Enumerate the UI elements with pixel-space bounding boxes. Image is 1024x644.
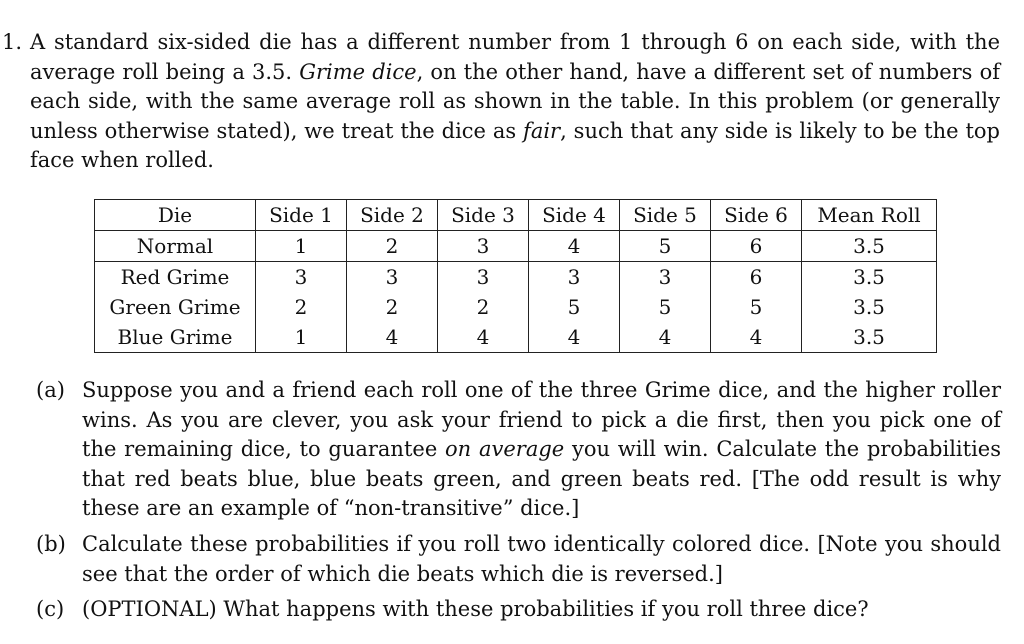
dice-table: [94, 199, 937, 353]
row-cell: 3: [438, 262, 529, 293]
problem-number: 1.: [2, 30, 23, 54]
part-a-emphasis: on average: [445, 437, 565, 462]
row-mean: 3.5: [802, 322, 937, 353]
row-cell: 4: [347, 322, 438, 353]
row-cell: 2: [438, 292, 529, 322]
row-cell: 6: [711, 231, 802, 262]
row-cell: 4: [529, 231, 620, 262]
part-c-text: (OPTIONAL) What happens with these probabilities if you roll three dice?: [82, 597, 869, 622]
intro-text-2: , on the other hand, have a different set of numbers of each side, with the same average roll as shown in the table. In this problem (or generally unless otherwise stated), we treat the dice as: [30, 59, 1000, 143]
header-mean-roll: Mean Roll: [802, 200, 937, 231]
row-cell: 4: [620, 322, 711, 353]
row-cell: 5: [620, 292, 711, 322]
table-row: [95, 262, 937, 293]
part-a-text-1: Suppose you and a friend each roll one of the three Grime dice, and the higher roller wins. As you are clever, you ask your friend to pick a die first, then you pick one of the remaining dice, to guarantee: [82, 378, 1001, 462]
header-side-3: Side 3: [438, 200, 529, 231]
row-cell: 3: [529, 262, 620, 293]
row-die-name: Green Grime: [109, 295, 241, 319]
part-c-label: (c): [36, 597, 65, 622]
row-cell: 5: [620, 231, 711, 262]
header-side-4: Side 4: [529, 200, 620, 231]
problem-intro: [30, 28, 1000, 176]
row-cell: 4: [711, 322, 802, 353]
problem-parts: [36, 376, 1001, 631]
part-a-text: [82, 376, 1001, 524]
row-cell: 3: [620, 262, 711, 293]
row-cell: 3: [438, 231, 529, 262]
intro-emphasis-fair: fair: [523, 118, 561, 143]
header-side-6: Side 6: [711, 200, 802, 231]
row-cell: 1: [256, 322, 347, 353]
part-b: [36, 530, 1001, 589]
row-cell: 6: [711, 262, 802, 293]
row-cell: 2: [347, 231, 438, 262]
intro-text-3: , such that any side is likely to be the top face when rolled.: [30, 118, 1000, 173]
row-cell: 5: [529, 292, 620, 322]
header-side-1: Side 1: [256, 200, 347, 231]
part-c: [36, 595, 1001, 625]
row-cell: 3: [347, 262, 438, 293]
row-cell: 2: [347, 292, 438, 322]
table-row: [95, 292, 937, 322]
table-header-row: [95, 200, 937, 231]
row-cell: 2: [256, 292, 347, 322]
part-a-label: (a): [36, 378, 65, 402]
row-mean: 3.5: [802, 262, 937, 293]
row-die-name: Normal: [95, 231, 256, 262]
row-cell: 4: [529, 322, 620, 353]
row-cell: 3: [256, 262, 347, 293]
row-cell: 1: [256, 231, 347, 262]
row-cell: 5: [711, 292, 802, 322]
header-side-2: Side 2: [347, 200, 438, 231]
row-mean: 3.5: [802, 231, 937, 262]
part-b-label: (b): [36, 531, 66, 556]
part-a: [36, 376, 1001, 524]
row-cell: 4: [438, 322, 529, 353]
table-row: [95, 231, 937, 262]
intro-emphasis-grime-dice: Grime dice: [299, 59, 417, 84]
header-side-5: Side 5: [620, 200, 711, 231]
row-die-name: Red Grime: [120, 265, 230, 289]
part-a-text-2: you will win. Calculate the probabilities that red beats blue, blue beats green, and green beats red. [The odd result is why these are an example of “non-transitive” dice.]: [82, 437, 1001, 521]
part-b-text: Calculate these probabilities if you roll two identically colored dice. [Note you should see that the order of which die beats which die is reversed.]: [82, 531, 1001, 586]
intro-text-1: A standard six-sided die has a different number from 1 through 6 on each side, with the average roll being a 3.5.: [30, 30, 1000, 84]
table-row: [95, 322, 937, 353]
row-die-name: Blue Grime: [117, 325, 233, 349]
header-die: Die: [95, 200, 256, 231]
row-mean: 3.5: [802, 292, 937, 322]
